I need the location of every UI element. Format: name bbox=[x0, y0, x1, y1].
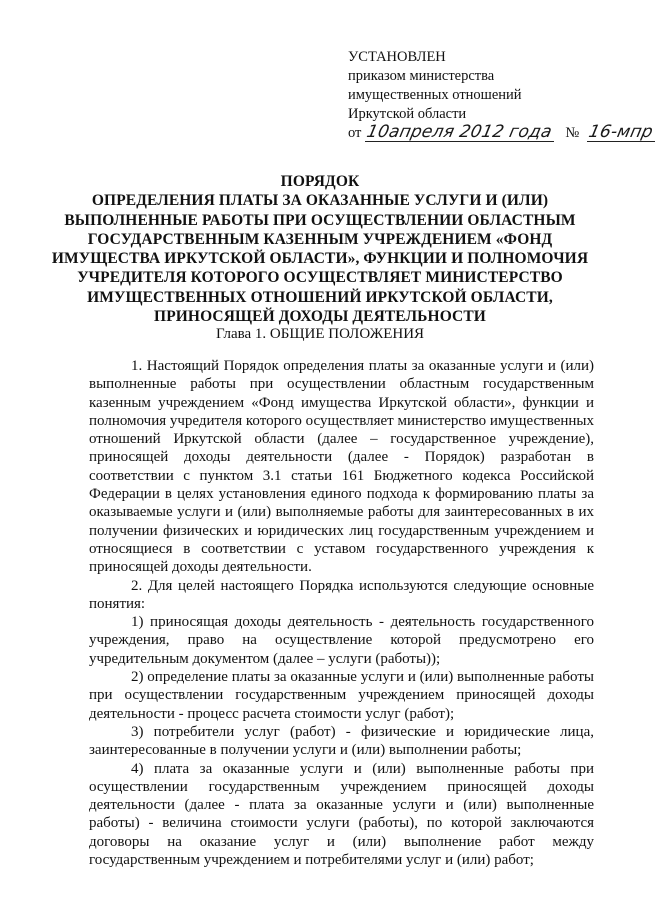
document-subtitle: ОПРЕДЕЛЕНИЯ ПЛАТЫ ЗА ОКАЗАННЫЕ УСЛУГИ И (ИЛИ) ВЫПОЛНЕННЫЕ РАБОТЫ ПРИ ОСУЩЕСТВЛЕНИИ ОБЛАСТНЫМ ГОСУДАРСТВЕННЫМ КАЗЕННЫМ УЧРЕЖДЕНИЕМ «ФОНД ИМУЩЕСТВА ИРКУТСКОЙ ОБЛАСТИ», ФУНКЦИИ И ПОЛНОМОЧИЯ УЧРЕДИТЕЛЯ КОТОРОГО ОСУЩЕСТВЛЯЕТ МИНИСТЕРСТВО ИМУЩЕСТВЕННЫХ ОТНОШЕНИЙ ИРКУТСКОЙ ОБЛАСТИ, ПРИНОСЯЩЕЙ ДОХОДЫ ДЕЯТЕЛЬНОСТИ bbox=[51, 192, 589, 326]
paragraph-2: 2. Для целей настоящего Порядка используются следующие основные понятия: bbox=[89, 577, 594, 612]
document-body bbox=[89, 357, 594, 869]
handwritten-date: 10апреля 2012 года bbox=[364, 122, 554, 142]
handwritten-number-field bbox=[587, 124, 655, 142]
handwritten-number: 16-мпр bbox=[586, 122, 655, 142]
chapter-heading: Глава 1. ОБЩИЕ ПОЛОЖЕНИЯ bbox=[215, 326, 425, 342]
number-sign: № bbox=[565, 125, 580, 141]
paragraph-definition-1: 1) приносящая доходы деятельность - деятельность государственного учреждения, право на осуществление которой предусмотрено его учредительным документом (далее – услуги (работы)); bbox=[89, 614, 594, 667]
approval-region-line: Иркутской области bbox=[348, 106, 467, 122]
approval-heading: УСТАНОВЛЕН bbox=[348, 49, 446, 65]
handwritten-date-field bbox=[365, 124, 554, 142]
approval-order-line: приказом министерства bbox=[348, 68, 495, 84]
paragraph-definition-4: 4) плата за оказанные услуги и (или) выполненные работы при осуществлении государственным учреждением приносящей доходы деятельности (далее - плата за оказанные услуги и (или) выполненные работы) - величина стоимости услуги (работы), по которой заключаются договоры на оказание услуг и (или) выполнение работ между государственным учреждением и потребителями услуг и (или) работ; bbox=[89, 760, 594, 869]
approval-date-number-line bbox=[348, 122, 655, 144]
document-title bbox=[40, 172, 600, 326]
paragraph-definition-3: 3) потребители услуг (работ) - физические и юридические лица, заинтересованные в получении услуги и (или) выполнении работы; bbox=[89, 723, 594, 759]
approval-stamp-block bbox=[348, 48, 655, 144]
approval-ministry-line: имущественных отношений bbox=[348, 87, 522, 103]
from-label: от bbox=[348, 125, 362, 141]
paragraph-1: 1. Настоящий Порядок определения платы за оказанные услуги и (или) выполненные работы при осуществлении областным государственным казенным учреждением «Фонд имущества Иркутской области», функции и полномочия учредителя которого осуществляет министерство имущественных отношений Иркутской области (далее – государственное учреждение), приносящей доходы деятельности (далее - Порядок) разработан в соответствии с пунктом 3.1 статьи 161 Бюджетного кодекса Российской Федерации в целях установления единого подхода к формированию платы за оказываемые услуги и (или) выполняемые работы для заинтересованных в их получении физических и юридических лиц государственным учреждением и относящиеся в соответствии с уставом государственного учреждения к приносящей доходы деятельности. bbox=[89, 358, 594, 576]
document-heading: ПОРЯДОК bbox=[280, 173, 360, 190]
paragraph-definition-2: 2) определение платы за оказанные услуги и (или) выполненные работы при осуществлении государственным учреждением приносящей доходы деятельности - процесс расчета стоимости услуг (работ); bbox=[89, 669, 594, 722]
